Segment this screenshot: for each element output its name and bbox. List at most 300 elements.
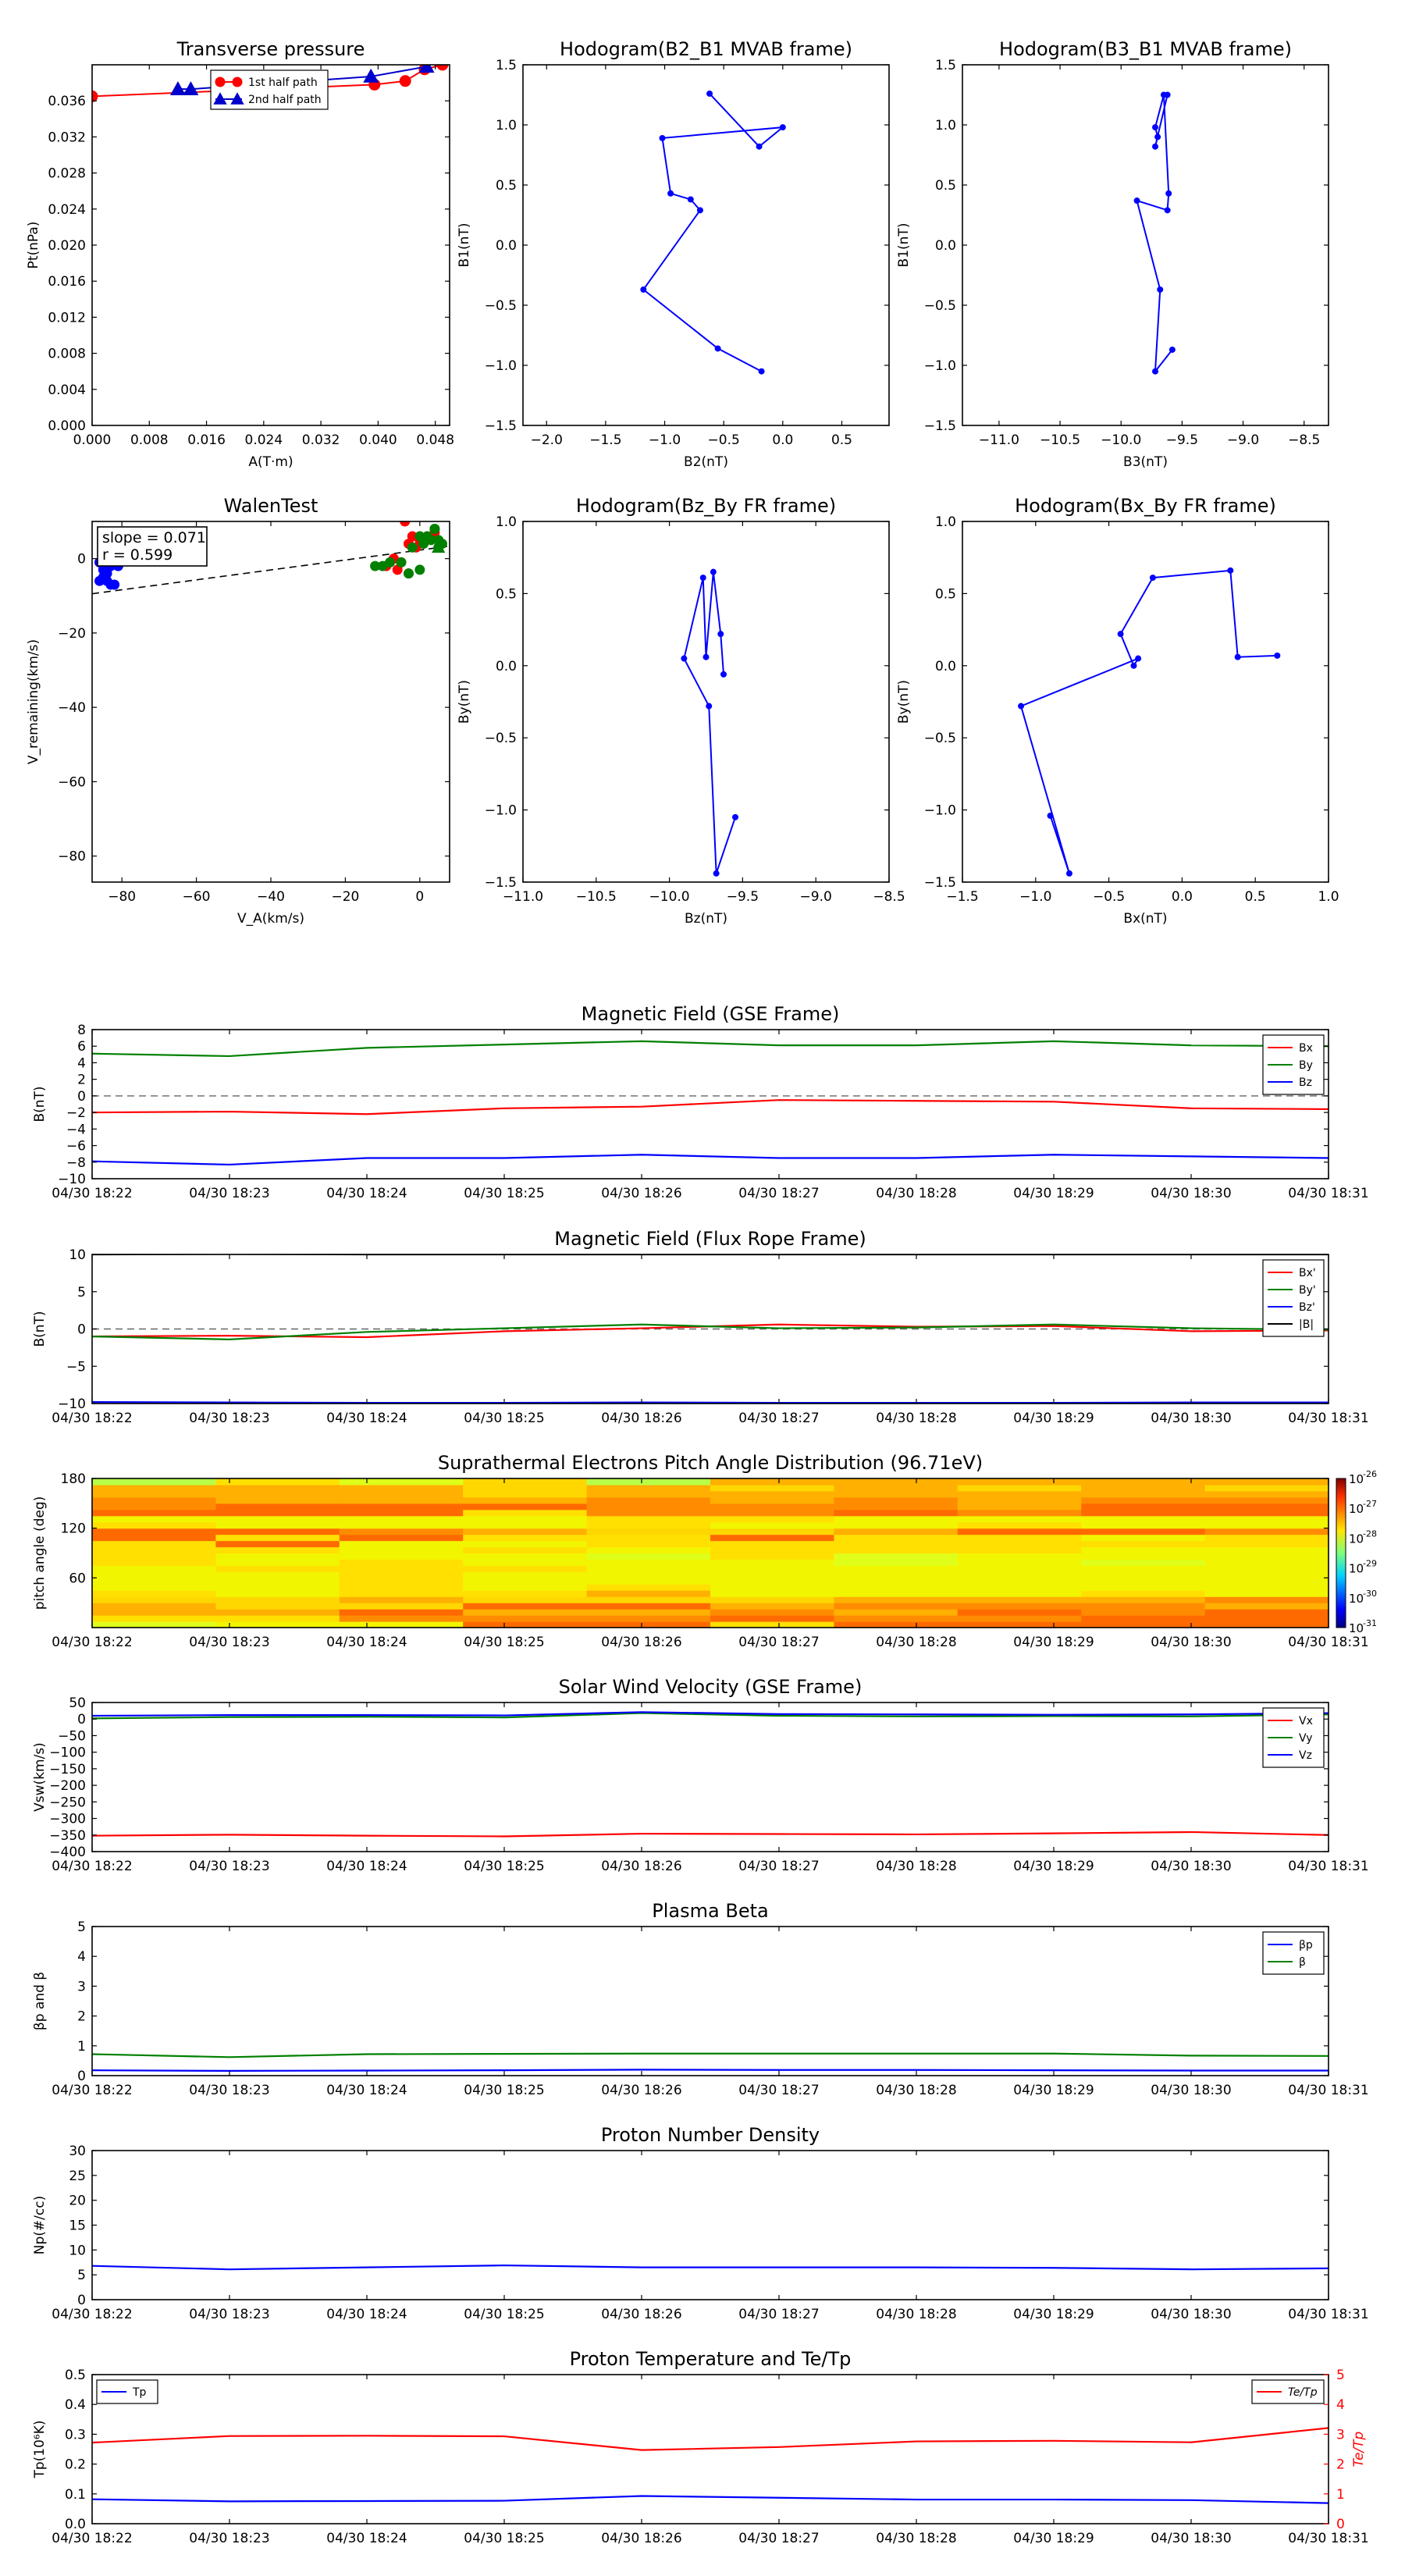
panel-bgse xyxy=(32,1003,1369,1201)
x-tick-label: 04/30 18:30 xyxy=(1151,1635,1232,1650)
x-tick-label: 0.000 xyxy=(73,432,112,448)
data-point xyxy=(660,135,665,141)
chart-title: Hodogram(Bz_By FR frame) xyxy=(575,495,837,517)
heatmap-cell xyxy=(1205,1485,1329,1492)
heatmap-cell xyxy=(1081,1603,1205,1610)
x-tick-label: 04/30 18:22 xyxy=(52,2307,133,2322)
colorbar-label: 10 xyxy=(1349,1621,1364,1635)
y-tick-label: −0.5 xyxy=(484,298,517,314)
series-line xyxy=(92,1325,1329,1340)
data-point xyxy=(707,91,713,96)
heatmap-cell xyxy=(92,1535,216,1542)
heatmap-cell xyxy=(710,1522,834,1529)
heatmap-cell xyxy=(1081,1547,1205,1554)
heatmap-cell xyxy=(710,1584,834,1591)
x-tick-label: 04/30 18:27 xyxy=(738,1635,820,1650)
y-axis-label: βp and β xyxy=(32,1971,48,2031)
x-tick-label: −9.0 xyxy=(1226,432,1260,448)
data-point xyxy=(1136,656,1141,661)
heatmap-cell xyxy=(587,1596,711,1603)
x-tick-label: 04/30 18:31 xyxy=(1288,1186,1369,1201)
y-tick-label: −8 xyxy=(66,1155,86,1171)
chart-title: Suprathermal Electrons Pitch Angle Distribution (96.71eV) xyxy=(437,1452,984,1474)
heatmap-cell xyxy=(215,1559,340,1566)
data-point xyxy=(407,543,417,552)
x-tick-label: 0.040 xyxy=(359,432,397,448)
x-tick-label: −9.0 xyxy=(799,889,832,905)
x-tick-label: 04/30 18:26 xyxy=(601,1635,682,1650)
heatmap-cell xyxy=(958,1590,1082,1597)
heatmap-cell xyxy=(1081,1528,1205,1535)
heatmap-cell xyxy=(1081,1565,1205,1572)
series-line xyxy=(92,1402,1329,1403)
heatmap-cell xyxy=(958,1609,1082,1616)
y-tick-label: 0.000 xyxy=(48,418,86,434)
y-tick-label: 0.5 xyxy=(934,586,956,603)
x-tick-label: 04/30 18:25 xyxy=(464,1411,545,1426)
plot-area xyxy=(681,569,738,876)
data-point xyxy=(386,557,395,567)
legend-label: Vz xyxy=(1299,1749,1312,1762)
data-point xyxy=(1048,813,1053,818)
colorbar-exponent: -27 xyxy=(1363,1499,1377,1510)
heatmap-cell xyxy=(1081,1478,1205,1485)
heatmap-cell xyxy=(463,1609,587,1616)
data-point xyxy=(706,703,712,709)
heatmap-cell xyxy=(1205,1571,1329,1578)
heatmap-cell xyxy=(1081,1571,1205,1578)
heatmap-cell xyxy=(1205,1547,1329,1554)
x-tick-label: 04/30 18:29 xyxy=(1013,1859,1094,1874)
legend-label: |B| xyxy=(1299,1318,1314,1331)
x-tick-label: 04/30 18:26 xyxy=(601,2531,682,2546)
heatmap-cell xyxy=(92,1565,216,1572)
heatmap-cell xyxy=(834,1565,958,1572)
heatmap-cell xyxy=(834,1541,958,1548)
heatmap-cell xyxy=(1205,1535,1329,1542)
data-point xyxy=(703,654,709,660)
y-tick-label: −60 xyxy=(58,774,86,791)
heatmap-cell xyxy=(958,1516,1082,1523)
chart-title: Plasma Beta xyxy=(652,1900,769,1922)
data-point xyxy=(780,125,785,130)
data-point xyxy=(1153,368,1158,374)
heatmap-cell xyxy=(710,1553,834,1560)
x-tick-label: 04/30 18:23 xyxy=(189,2307,270,2322)
x-tick-label: −60 xyxy=(182,889,211,905)
plot-frame xyxy=(92,2151,1329,2300)
heatmap-cell xyxy=(958,1497,1082,1504)
y2-tick-label: 1 xyxy=(1336,2486,1345,2503)
y-tick-label: 0 xyxy=(77,1322,86,1338)
heatmap-cell xyxy=(1205,1578,1329,1585)
y-axis-label: By(nT) xyxy=(457,679,472,724)
data-point xyxy=(1153,125,1158,130)
series-line xyxy=(92,1155,1329,1165)
y-tick-label: 1.0 xyxy=(934,514,956,530)
y-tick-label: 0.1 xyxy=(64,2486,86,2503)
y-tick-label: 1.0 xyxy=(934,118,956,133)
x-tick-label: 04/30 18:23 xyxy=(189,1635,270,1650)
heatmap-cell xyxy=(834,1578,958,1585)
series-line xyxy=(92,2069,1329,2071)
series-line xyxy=(92,1041,1329,1056)
heatmap-cell xyxy=(710,1578,834,1585)
x-tick-label: 04/30 18:30 xyxy=(1151,1411,1232,1426)
y-tick-label: −1.5 xyxy=(923,875,956,891)
legend-label: βp xyxy=(1299,1939,1313,1952)
plot-frame xyxy=(92,1703,1329,1852)
data-point xyxy=(733,814,738,820)
heatmap-cell xyxy=(463,1478,587,1485)
heatmap-cell xyxy=(710,1478,834,1485)
heatmap-cell xyxy=(1081,1615,1205,1622)
data-point xyxy=(756,144,762,149)
y-tick-label: 0.024 xyxy=(48,201,86,218)
heatmap-cell xyxy=(834,1559,958,1566)
x-tick-label: 0.016 xyxy=(187,432,226,448)
plot-area xyxy=(92,2054,1329,2071)
heatmap-cell xyxy=(92,1485,216,1492)
heatmap-cell xyxy=(92,1547,216,1554)
y-tick-label: 0.028 xyxy=(48,165,86,182)
y-tick-label: −1.0 xyxy=(484,358,517,374)
heatmap-cell xyxy=(710,1528,834,1535)
x-tick-label: 04/30 18:27 xyxy=(738,2307,820,2322)
heatmap-cell xyxy=(215,1547,340,1554)
plot-frame xyxy=(92,65,450,425)
y-tick-label: 8 xyxy=(77,1023,86,1038)
heatmap-cell xyxy=(710,1547,834,1554)
data-point xyxy=(1118,632,1123,637)
x-axis-label: Bx(nT) xyxy=(1123,911,1168,927)
x-tick-label: 04/30 18:29 xyxy=(1013,2531,1094,2546)
y2-tick-label: 3 xyxy=(1336,2427,1345,2443)
heatmap-cell xyxy=(958,1584,1082,1591)
colorbar-label: 10 xyxy=(1349,1472,1364,1486)
x-tick-label: 04/30 18:23 xyxy=(189,1859,270,1874)
x-tick-label: 04/30 18:25 xyxy=(464,2531,545,2546)
panel-h4 xyxy=(896,495,1339,927)
heatmap-cell xyxy=(1081,1596,1205,1603)
panel-bfr xyxy=(32,1228,1369,1426)
y-tick-label: 0.5 xyxy=(495,178,517,194)
x-tick-label: −10.5 xyxy=(575,889,617,905)
heatmap-cell xyxy=(834,1503,958,1510)
x-tick-label: 04/30 18:31 xyxy=(1288,1411,1369,1426)
y-tick-label: 0.2 xyxy=(64,2457,86,2473)
data-point xyxy=(718,632,724,637)
heatmap-cell xyxy=(92,1491,216,1498)
legend-label: Bz' xyxy=(1299,1301,1315,1314)
heatmap-cell xyxy=(1081,1491,1205,1498)
data-point xyxy=(233,77,242,87)
heatmap-cell xyxy=(215,1491,340,1498)
heatmap-cell xyxy=(1081,1503,1205,1510)
heatmap-cell xyxy=(215,1541,340,1548)
y-tick-label: −4 xyxy=(66,1122,86,1138)
heatmap-cell xyxy=(710,1559,834,1566)
plot-frame xyxy=(962,521,1329,882)
panel-h1 xyxy=(457,38,889,470)
x-tick-label: 04/30 18:27 xyxy=(738,2083,820,2098)
x-tick-label: 04/30 18:24 xyxy=(326,1859,407,1874)
heatmap-cell xyxy=(958,1522,1082,1529)
heatmap-cell xyxy=(587,1516,711,1523)
x-tick-label: 04/30 18:29 xyxy=(1013,1186,1094,1201)
x-tick-label: 04/30 18:25 xyxy=(464,2307,545,2322)
data-point xyxy=(710,569,716,575)
x-axis-label: Bz(nT) xyxy=(684,911,728,927)
x-tick-label: 04/30 18:31 xyxy=(1288,2531,1369,2546)
y-tick-label: 2 xyxy=(77,2008,86,2025)
heatmap-cell xyxy=(587,1590,711,1597)
y-tick-label: 2 xyxy=(77,1072,86,1088)
heatmap-cell xyxy=(92,1559,216,1566)
y-tick-label: −1.0 xyxy=(923,802,956,819)
heatmap-cell xyxy=(710,1541,834,1548)
chart-title: WalenTest xyxy=(223,495,318,517)
heatmap-cell xyxy=(463,1603,587,1610)
heatmap-cell xyxy=(958,1528,1082,1535)
y-tick-label: 0.032 xyxy=(48,130,86,146)
heatmap-cell xyxy=(215,1584,340,1591)
y-axis-label: Vsw(km/s) xyxy=(32,1742,48,1812)
y-tick-label: 0.012 xyxy=(48,310,86,326)
heatmap-cell xyxy=(1205,1590,1329,1597)
heatmap-cell xyxy=(710,1516,834,1523)
heatmap-cell xyxy=(1205,1510,1329,1517)
y-tick-label: 0.036 xyxy=(48,94,86,110)
x-tick-label: 04/30 18:22 xyxy=(52,1186,133,1201)
data-point xyxy=(688,197,693,202)
heatmap-cell xyxy=(92,1478,216,1485)
x-tick-label: 04/30 18:31 xyxy=(1288,2083,1369,2098)
y-tick-label: −200 xyxy=(49,1778,86,1795)
panel-walen xyxy=(26,495,450,927)
x-tick-label: −0.5 xyxy=(1092,889,1126,905)
data-point xyxy=(1228,568,1233,573)
heatmap-cell xyxy=(958,1603,1082,1610)
panel-tp xyxy=(32,2348,1369,2546)
heatmap-cell xyxy=(834,1528,958,1535)
y-tick-label: 0.0 xyxy=(495,658,517,674)
heatmap-cell xyxy=(92,1603,216,1610)
panel-np xyxy=(32,2124,1369,2322)
heatmap-cell xyxy=(587,1609,711,1616)
y-axis-label: V_remaining(km/s) xyxy=(26,639,41,765)
legend-label: 1st half path xyxy=(248,76,318,89)
y-tick-label: 0.020 xyxy=(48,238,86,254)
heatmap-cell xyxy=(215,1571,340,1578)
y-tick-label: 30 xyxy=(69,2144,86,2159)
y-tick-label: 0.5 xyxy=(934,178,956,194)
plot-area xyxy=(92,1254,1329,1404)
x-axis-label: B2(nT) xyxy=(684,454,728,470)
y-tick-label: 5 xyxy=(77,2268,86,2284)
heatmap-cell xyxy=(1081,1497,1205,1504)
y-tick-label: 60 xyxy=(69,1571,86,1587)
heatmap-cell xyxy=(92,1590,216,1597)
heatmap-cell xyxy=(92,1609,216,1616)
y-axis-label: B(nT) xyxy=(32,1311,48,1347)
heatmap-cell xyxy=(958,1578,1082,1585)
heatmap-cell xyxy=(463,1571,587,1578)
heatmap-cell xyxy=(340,1478,464,1485)
y-tick-label: −50 xyxy=(58,1728,86,1745)
colorbar-exponent: -31 xyxy=(1363,1618,1377,1628)
heatmap-cell xyxy=(340,1615,464,1622)
x-tick-label: 04/30 18:23 xyxy=(189,1186,270,1201)
heatmap-cell xyxy=(587,1535,711,1542)
y-tick-label: 10 xyxy=(69,2243,86,2259)
heatmap-cell xyxy=(340,1578,464,1585)
y-tick-label: −400 xyxy=(49,1845,86,1860)
heatmap-cell xyxy=(340,1547,464,1554)
data-point xyxy=(400,76,411,87)
panel-h2 xyxy=(896,38,1329,470)
data-point xyxy=(641,286,646,292)
x-tick-label: 0.0 xyxy=(1171,889,1193,905)
colorbar-label: 10 xyxy=(1349,1591,1364,1606)
y-tick-label: −1.0 xyxy=(484,802,517,819)
colorbar-label: 10 xyxy=(1349,1532,1364,1546)
x-tick-label: 04/30 18:31 xyxy=(1288,2307,1369,2322)
series-line xyxy=(92,2054,1329,2058)
y-tick-label: 6 xyxy=(77,1039,86,1055)
x-tick-label: −10.0 xyxy=(1101,432,1142,448)
x-tick-label: 04/30 18:30 xyxy=(1151,1859,1232,1874)
x-tick-label: 04/30 18:27 xyxy=(738,1859,820,1874)
y-tick-label: 4 xyxy=(77,1949,86,1966)
legend-label: Bx xyxy=(1299,1042,1313,1055)
data-point xyxy=(415,565,425,575)
x-tick-label: 04/30 18:25 xyxy=(464,1635,545,1650)
heatmap-cell xyxy=(215,1528,340,1535)
x-tick-label: −20 xyxy=(331,889,360,905)
x-tick-label: −10.5 xyxy=(1040,432,1081,448)
data-point xyxy=(215,77,225,87)
heatmap-cell xyxy=(1081,1584,1205,1591)
heatmap-cell xyxy=(834,1596,958,1603)
plot-frame xyxy=(962,65,1329,425)
heatmap-cell xyxy=(1081,1541,1205,1548)
x-tick-label: −11.0 xyxy=(502,889,544,905)
heatmap-cell xyxy=(958,1565,1082,1572)
y-tick-label: 0.008 xyxy=(48,346,86,362)
y2-tick-label: 4 xyxy=(1336,2397,1345,2414)
series-line xyxy=(1021,571,1277,873)
x-tick-label: 04/30 18:26 xyxy=(601,1411,682,1426)
legend-label: By xyxy=(1299,1059,1313,1072)
y-tick-label: −80 xyxy=(58,849,86,865)
heatmap-cell xyxy=(463,1485,587,1492)
heatmap-cell xyxy=(710,1535,834,1542)
heatmap-cell xyxy=(1081,1559,1205,1566)
x-tick-label: 04/30 18:22 xyxy=(52,2083,133,2098)
y-tick-label: −1.5 xyxy=(484,875,517,891)
legend-label: 2nd half path xyxy=(248,94,322,106)
heatmap-cell xyxy=(587,1571,711,1578)
y-tick-label: 0.0 xyxy=(495,238,517,254)
heatmap-cell xyxy=(710,1571,834,1578)
x-tick-label: 04/30 18:22 xyxy=(52,1635,133,1650)
heatmap-cell xyxy=(1205,1522,1329,1529)
heatmap-cell xyxy=(463,1615,587,1622)
annotation-text: r = 0.599 xyxy=(102,546,173,564)
heatmap-cell xyxy=(834,1547,958,1554)
x-tick-label: 04/30 18:30 xyxy=(1151,2083,1232,2098)
heatmap-cell xyxy=(834,1584,958,1591)
heatmap-cell xyxy=(834,1571,958,1578)
heatmap-cell xyxy=(463,1565,587,1572)
heatmap-cell xyxy=(215,1615,340,1622)
x-tick-label: 04/30 18:28 xyxy=(876,1411,957,1426)
x-tick-label: 0.5 xyxy=(1244,889,1266,905)
heatmap-cell xyxy=(1205,1478,1329,1485)
plot-frame xyxy=(523,65,889,425)
y-tick-label: 4 xyxy=(77,1055,86,1072)
plot-area xyxy=(1134,92,1175,374)
y-tick-label: 50 xyxy=(69,1695,86,1711)
heatmap-cell xyxy=(1081,1510,1205,1517)
y-tick-label: 0.3 xyxy=(64,2427,86,2443)
heatmap-cell xyxy=(215,1503,340,1510)
x-tick-label: 04/30 18:24 xyxy=(326,1635,407,1650)
heatmap-cell xyxy=(463,1584,587,1591)
x-tick-label: 04/30 18:29 xyxy=(1013,1635,1094,1650)
panel-beta xyxy=(32,1900,1369,2098)
y-tick-label: 0.016 xyxy=(48,274,86,290)
x-tick-label: 04/30 18:28 xyxy=(876,2307,957,2322)
heatmap-cell xyxy=(340,1535,464,1542)
x-tick-label: 0.008 xyxy=(130,432,169,448)
heatmap-cell xyxy=(587,1541,711,1548)
heatmap-cell xyxy=(92,1615,216,1622)
x-tick-label: 0 xyxy=(415,889,425,905)
x-tick-label: −9.5 xyxy=(726,889,759,905)
x-tick-label: −1.0 xyxy=(1019,889,1052,905)
data-point xyxy=(1150,575,1155,581)
y-tick-label: 180 xyxy=(60,1471,86,1487)
series-line xyxy=(684,572,735,873)
heatmap-cell xyxy=(463,1516,587,1523)
data-point xyxy=(397,557,406,567)
data-point xyxy=(1165,208,1170,213)
heatmap-cell xyxy=(340,1553,464,1560)
legend-label: Te/Tp xyxy=(1288,2386,1318,2399)
x-tick-label: 04/30 18:22 xyxy=(52,1411,133,1426)
y-tick-label: 10 xyxy=(69,1247,86,1263)
heatmap-cell xyxy=(834,1491,958,1498)
heatmap-cell xyxy=(215,1603,340,1610)
data-point xyxy=(668,190,674,196)
heatmap-cell xyxy=(834,1615,958,1622)
heatmap-cell xyxy=(958,1559,1082,1566)
heatmap-cell xyxy=(587,1578,711,1585)
heatmap-cell xyxy=(340,1497,464,1504)
heatmap-cell xyxy=(958,1491,1082,1498)
y-tick-label: −1.5 xyxy=(923,418,956,434)
heatmap-cell xyxy=(1081,1609,1205,1616)
series-line xyxy=(643,94,783,372)
y-tick-label: 0.4 xyxy=(64,2397,86,2414)
heatmap-cell xyxy=(215,1485,340,1492)
colorbar-label: 10 xyxy=(1349,1502,1364,1517)
colorbar xyxy=(1336,1478,1346,1628)
heatmap-cell xyxy=(1081,1522,1205,1529)
heatmap-cell xyxy=(340,1559,464,1566)
